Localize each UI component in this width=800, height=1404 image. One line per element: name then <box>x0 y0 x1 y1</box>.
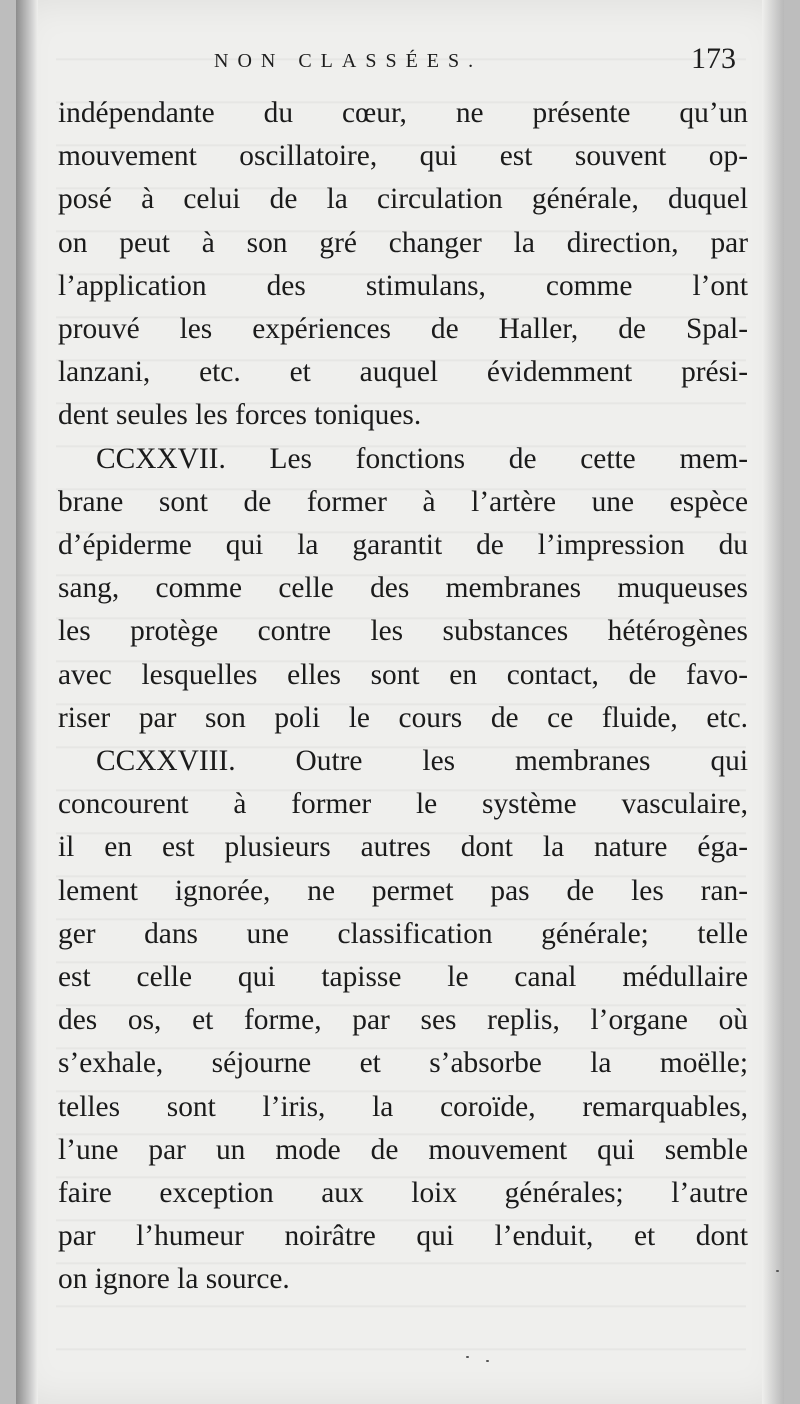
text-line: mouvement oscillatoire, qui est souvent op- <box>58 140 748 173</box>
text-line: lanzani, etc. et auquel évidemment prési- <box>58 356 748 389</box>
text-line: par l’humeur noirâtre qui l’enduit, et dont <box>58 1220 748 1253</box>
page-header <box>16 40 784 80</box>
text-line: des os, et forme, par ses replis, l’organe où <box>58 1004 748 1037</box>
page-edge-shadow <box>762 0 784 1404</box>
text-line: on ignore la source. <box>58 1263 290 1296</box>
text-line: s’exhale, séjourne et s’absorbe la moëlle; <box>58 1047 748 1080</box>
text-line: dent seules les forces toniques. <box>58 399 422 432</box>
text-line: telles sont l’iris, la coroïde, remarquables, <box>58 1090 748 1123</box>
paragraph-start-ccxxviii: CCXXVIII. Outre les membranes qui <box>96 745 748 778</box>
body-text <box>58 92 748 1302</box>
text-line: ger dans une classification générale; telle <box>58 917 748 950</box>
text-line: posé à celui de la circulation générale, duquel <box>58 183 748 216</box>
text-line: l’application des stimulans, comme l’ont <box>58 269 748 302</box>
book-page <box>16 0 784 1404</box>
text-line: brane sont de former à l’artère une espèce <box>58 485 748 518</box>
text-line: faire exception aux loix générales; l’autre <box>58 1177 748 1210</box>
text-line: avec lesquelles elles sont en contact, de favo- <box>58 658 748 691</box>
running-title: NON CLASSÉES. <box>214 50 483 72</box>
ink-speck <box>466 1356 469 1358</box>
ink-speck <box>486 1360 489 1362</box>
paragraph-start-ccxxvii: CCXXVII. Les fonctions de cette mem- <box>96 442 748 475</box>
text-line: il en est plusieurs autres dont la nature éga- <box>58 831 748 864</box>
text-line: riser par son poli le cours de ce fluide, etc. <box>58 701 748 734</box>
text-line: on peut à son gré changer la direction, par <box>58 226 748 259</box>
text-line: sang, comme celle des membranes muqueuses <box>58 572 748 605</box>
text-line: les protège contre les substances hétérogènes <box>58 615 748 648</box>
page-number: 173 <box>691 42 736 75</box>
ink-speck <box>776 1270 779 1272</box>
text-line: concourent à former le système vasculaire, <box>58 788 748 821</box>
text-line: prouvé les expériences de Haller, de Spal- <box>58 313 748 346</box>
gutter-shadow <box>16 0 38 1404</box>
text-line: d’épiderme qui la garantit de l’impression du <box>58 529 748 562</box>
text-line: l’une par un mode de mouvement qui semble <box>58 1133 748 1166</box>
text-line: indépendante du cœur, ne présente qu’un <box>58 97 748 129</box>
text-line: est celle qui tapisse le canal médullaire <box>58 961 748 994</box>
text-line: lement ignorée, ne permet pas de les ran- <box>58 874 748 907</box>
